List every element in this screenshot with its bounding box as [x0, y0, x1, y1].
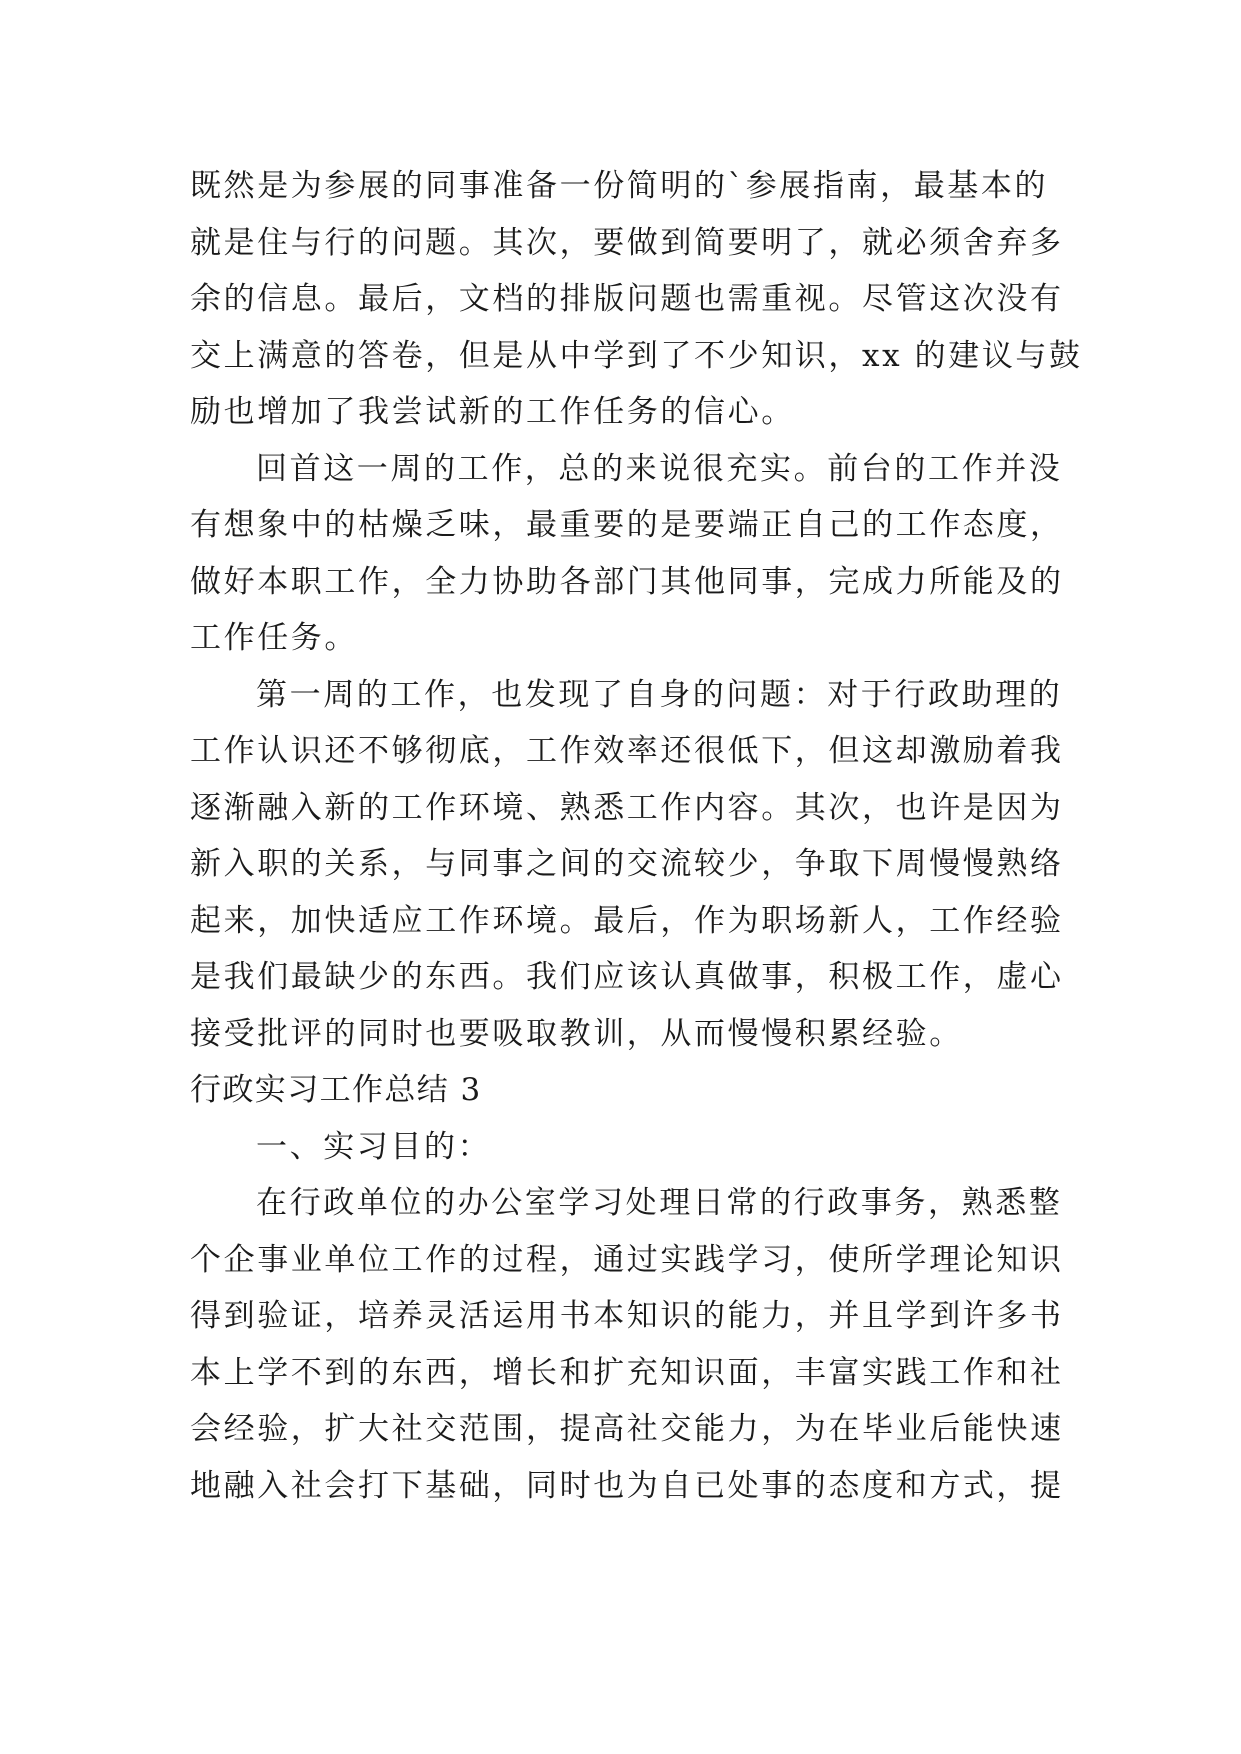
text-line: 有想象中的枯燥乏味，最重要的是要端正自己的工作态度，: [190, 507, 1064, 543]
text-line: 会经验，扩大社交范围，提高社交能力，为在毕业后能快速: [190, 1411, 1064, 1447]
text-line: 逐渐融入新的工作环境、熟悉工作内容。其次，也许是因为: [190, 789, 1064, 826]
paragraph-start-line: 第一周的工作，也发现了自身的问题：对于行政助理的: [256, 676, 1063, 713]
text-line: 工作任务。: [190, 620, 358, 656]
text-line: 交上满意的答卷，但是从中学到了不少知识，xx 的建议与鼓: [190, 337, 1083, 374]
text-line: 是我们最缺少的东西。我们应该认真做事，积极工作，虚心: [190, 959, 1064, 995]
paragraph-start-line: 在行政单位的办公室学习处理日常的行政事务，熟悉整: [256, 1185, 1063, 1221]
text-line: 既然是为参展的同事准备一份简明的`参展指南，最基本的: [190, 168, 1049, 204]
text-line: 就是住与行的问题。其次，要做到简要明了，就必须舍弃多: [190, 224, 1064, 261]
text-line: 个企事业单位工作的过程，通过实践学习，使所学理论知识: [190, 1241, 1064, 1278]
text-line: 起来，加快适应工作环境。最后，作为职场新人，工作经验: [190, 902, 1064, 939]
section-heading: 行政实习工作总结 3: [190, 1072, 482, 1108]
text-line: 余的信息。最后，文档的排版问题也需重视。尽管这次没有: [190, 281, 1064, 317]
text-line: 接受批评的同时也要吸取教训，从而慢慢积累经验。: [190, 1015, 963, 1052]
text-line: 本上学不到的东西，增长和扩充知识面，丰富实践工作和社: [190, 1354, 1064, 1391]
text-line: 得到验证，培养灵活运用书本知识的能力，并且学到许多书: [190, 1298, 1064, 1334]
subsection-heading: 一、实习目的：: [256, 1128, 492, 1165]
text-line: 地融入社会打下基础，同时也为自已处事的态度和方式，提: [190, 1467, 1064, 1504]
document-body: [190, 158, 1083, 1514]
paragraph-start-line: 回首这一周的工作，总的来说很充实。前台的工作并没: [256, 450, 1063, 487]
text-line: 新入职的关系，与同事之间的交流较少，争取下周慢慢熟络: [190, 846, 1064, 882]
text-line: 工作认识还不够彻底，工作效率还很低下，但这却激励着我: [190, 733, 1064, 769]
text-line: 励也增加了我尝试新的工作任务的信心。: [190, 394, 795, 430]
text-line: 做好本职工作，全力协助各部门其他同事，完成力所能及的: [190, 563, 1064, 600]
